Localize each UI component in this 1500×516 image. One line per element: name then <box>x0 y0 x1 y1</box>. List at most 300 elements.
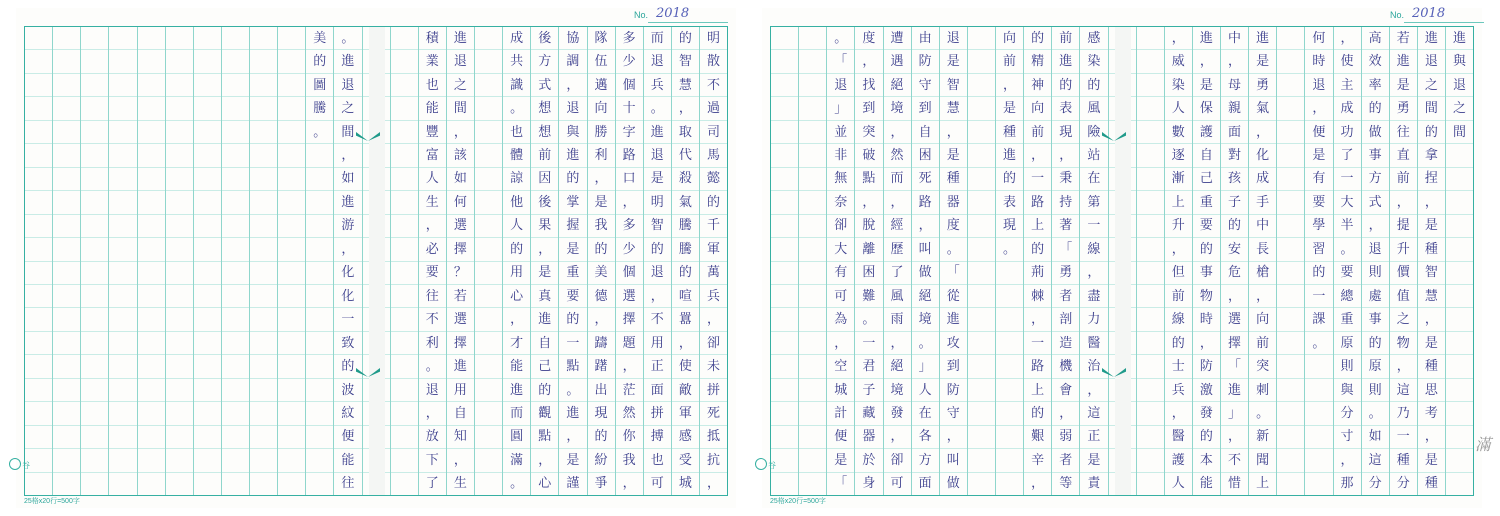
grid-cell <box>109 308 136 331</box>
grid-cell <box>771 355 798 378</box>
grid-cell: 懿 <box>700 168 727 191</box>
grid-cell <box>1137 402 1164 425</box>
publisher-logo-text: 谷 <box>768 461 776 470</box>
grid-cell <box>166 144 193 167</box>
grid-cell: ， <box>1193 50 1220 73</box>
grid-cell <box>81 191 108 214</box>
grid-cell: 多 <box>616 27 643 50</box>
grid-cell: 退 <box>559 97 586 120</box>
grid-cell <box>25 238 52 261</box>
grid-cell <box>391 285 418 308</box>
grid-cell <box>81 215 108 238</box>
center-gutter <box>1115 27 1131 495</box>
grid-cell: 往 <box>1390 121 1417 144</box>
grid-cell <box>53 215 80 238</box>
grid-cell: 離 <box>855 238 882 261</box>
grid-cell: 種 <box>1390 449 1417 472</box>
grid-cell: 前 <box>1390 168 1417 191</box>
grid-cell: 進 <box>1446 27 1473 50</box>
grid-cell <box>1137 144 1164 167</box>
grid-cell: 兵 <box>700 285 727 308</box>
grid-cell: 站 <box>1080 144 1107 167</box>
grid-cell: 識 <box>503 74 530 97</box>
grid-column <box>81 27 109 495</box>
grid-cell <box>222 402 249 425</box>
grid-cell: 發 <box>1193 402 1220 425</box>
grid-cell <box>968 262 995 285</box>
grid-cell: ， <box>1362 215 1389 238</box>
grid-cell <box>1305 449 1332 472</box>
grid-cell <box>306 332 333 355</box>
grid-cell: 物 <box>1390 332 1417 355</box>
grid-cell: 受 <box>672 449 699 472</box>
grid-cell: 前 <box>996 50 1023 73</box>
grid-cell: 拼 <box>644 402 671 425</box>
grid-cell <box>771 74 798 97</box>
grid-cell: ， <box>707 476 721 492</box>
grid-cell <box>306 168 333 191</box>
grid-cell <box>1137 27 1164 50</box>
grid-cell: 感 <box>672 426 699 449</box>
grid-cell: ， <box>1165 27 1192 50</box>
grid-cell: ， <box>1024 308 1051 331</box>
grid-cell: 者 <box>1052 449 1079 472</box>
grid-cell <box>166 379 193 402</box>
grid-cell: 防 <box>1193 355 1220 378</box>
grid-column <box>912 27 940 495</box>
grid-cell: 險 <box>1080 121 1107 144</box>
grid-cell: 剖 <box>1052 308 1079 331</box>
grid-cell <box>278 308 305 331</box>
grid-cell <box>1137 332 1164 355</box>
grid-cell <box>250 473 277 495</box>
grid-cell: 前 <box>1165 285 1192 308</box>
grid-cell <box>799 215 826 238</box>
grid-cell: 你 <box>616 426 643 449</box>
grid-spec-footer: 25格x20行=500字 <box>770 498 826 505</box>
grid-cell <box>53 97 80 120</box>
grid-cell <box>81 262 108 285</box>
grid-cell: 人 <box>1171 476 1185 492</box>
grid-cell <box>475 308 502 331</box>
grid-cell <box>53 238 80 261</box>
grid-cell <box>250 332 277 355</box>
grid-cell <box>306 144 333 167</box>
grid-cell: 原 <box>1362 355 1389 378</box>
grid-cell: 分 <box>1334 402 1361 425</box>
grid-cell: 升 <box>1165 215 1192 238</box>
grid-cell: 則 <box>1362 379 1389 402</box>
grid-cell <box>771 238 798 261</box>
grid-column <box>884 27 912 495</box>
grid-cell: 茫 <box>616 379 643 402</box>
grid-cell: ， <box>622 476 636 492</box>
grid-cell: 。 <box>1249 402 1276 425</box>
grid-cell: 觀 <box>531 402 558 425</box>
grid-cell <box>968 355 995 378</box>
grid-cell: 的 <box>1052 74 1079 97</box>
grid-cell <box>222 285 249 308</box>
grid-cell: 是 <box>559 449 586 472</box>
grid-cell <box>194 50 221 73</box>
grid-cell <box>194 238 221 261</box>
grid-cell <box>278 379 305 402</box>
grid-cell <box>1277 97 1304 120</box>
grid-cell <box>109 449 136 472</box>
grid-cell: 若 <box>447 285 474 308</box>
grid-cell: 利 <box>419 332 446 355</box>
grid-cell: 少 <box>616 50 643 73</box>
grid-cell <box>1137 449 1164 472</box>
grid-cell <box>81 473 108 495</box>
grid-cell: ， <box>531 238 558 261</box>
grid-cell: ， <box>644 285 671 308</box>
grid-cell <box>475 97 502 120</box>
grid-cell <box>25 426 52 449</box>
grid-cell: 治 <box>1080 355 1107 378</box>
grid-cell: 親 <box>1221 97 1248 120</box>
grid-cell <box>391 121 418 144</box>
grid-cell: 一 <box>559 332 586 355</box>
grid-cell: 了 <box>884 262 911 285</box>
grid-cell: ， <box>884 191 911 214</box>
grid-cell <box>1137 50 1164 73</box>
grid-cell: 學 <box>1305 215 1332 238</box>
grid-cell: 是 <box>531 262 558 285</box>
grid-cell: 退 <box>644 262 671 285</box>
grid-cell: ， <box>588 308 615 331</box>
grid-cell <box>391 191 418 214</box>
grid-cell: ， <box>447 121 474 144</box>
grid-cell: 種 <box>1418 355 1445 378</box>
grid-column <box>1080 27 1108 495</box>
grid-cell <box>250 285 277 308</box>
grid-cell: 責 <box>1087 476 1101 492</box>
grid-cell <box>222 355 249 378</box>
grid-cell: 半 <box>1334 215 1361 238</box>
grid-cell: ， <box>334 144 361 167</box>
grid-cell: ， <box>1249 285 1276 308</box>
grid-cell: 。 <box>940 238 967 261</box>
grid-cell: 高 <box>1362 27 1389 50</box>
grid-cell <box>1446 473 1473 495</box>
grid-cell <box>81 379 108 402</box>
grid-cell: 無 <box>827 168 854 191</box>
grid-cell: 進 <box>644 121 671 144</box>
grid-cell <box>166 27 193 50</box>
grid-cell <box>475 191 502 214</box>
grid-cell <box>475 168 502 191</box>
grid-cell: 間 <box>1418 97 1445 120</box>
grid-cell: 化 <box>334 285 361 308</box>
grid-cell: 間 <box>1446 121 1473 144</box>
grid-cell <box>250 121 277 144</box>
grid-cell <box>996 308 1023 331</box>
grid-cell: 卻 <box>827 215 854 238</box>
grid-cell <box>771 332 798 355</box>
grid-cell: ， <box>1080 379 1107 402</box>
grid-cell: 進 <box>996 144 1023 167</box>
grid-cell: 與 <box>1334 379 1361 402</box>
grid-cell: 用 <box>447 379 474 402</box>
grid-cell: 神 <box>1024 74 1051 97</box>
grid-cell: 有 <box>827 262 854 285</box>
grid-cell <box>222 215 249 238</box>
grid-cell: 如 <box>447 168 474 191</box>
grid-cell <box>799 332 826 355</box>
grid-cell: 突 <box>1249 355 1276 378</box>
grid-cell <box>1305 355 1332 378</box>
grid-cell: ， <box>1418 191 1445 214</box>
page-number-value: 2018 <box>656 6 690 21</box>
grid-cell <box>968 379 995 402</box>
grid-cell: 著 <box>1052 215 1079 238</box>
manuscript-grid <box>24 26 728 496</box>
grid-cell <box>1277 74 1304 97</box>
grid-cell <box>1305 379 1332 402</box>
grid-cell <box>222 473 249 495</box>
grid-cell <box>799 473 826 495</box>
grid-column <box>334 27 362 495</box>
grid-cell: 一 <box>1305 285 1332 308</box>
grid-cell <box>1277 355 1304 378</box>
grid-cell <box>166 215 193 238</box>
grid-cell: 退 <box>447 50 474 73</box>
grid-cell <box>81 168 108 191</box>
grid-cell <box>771 262 798 285</box>
grid-cell <box>968 308 995 331</box>
grid-cell: 一 <box>1334 168 1361 191</box>
grid-cell <box>968 426 995 449</box>
grid-cell <box>475 402 502 425</box>
grid-cell: 退 <box>827 74 854 97</box>
grid-column <box>475 27 503 495</box>
grid-cell: 。 <box>510 476 524 492</box>
grid-cell <box>391 308 418 331</box>
grid-cell <box>81 332 108 355</box>
grid-cell: 諒 <box>503 168 530 191</box>
grid-cell <box>1446 238 1473 261</box>
grid-cell: 叫 <box>912 238 939 261</box>
grid-cell: 線 <box>1165 308 1192 331</box>
grid-cell: 進 <box>1052 50 1079 73</box>
grid-cell: 上 <box>1024 215 1051 238</box>
grid-cell: 後 <box>531 27 558 50</box>
grid-cell: 個 <box>616 262 643 285</box>
grid-cell: 向 <box>1249 308 1276 331</box>
grid-cell: ， <box>940 426 967 449</box>
grid-cell: 這 <box>1080 402 1107 425</box>
grid-cell <box>771 50 798 73</box>
grid-cell: 我 <box>588 215 615 238</box>
grid-cell: 才 <box>503 332 530 355</box>
grid-cell: 喧 <box>672 285 699 308</box>
grid-cell <box>799 50 826 73</box>
grid-cell <box>1446 308 1473 331</box>
grid-cell: 擇 <box>616 308 643 331</box>
grid-cell: 時 <box>1305 50 1332 73</box>
grid-column <box>306 27 334 495</box>
grid-cell: ， <box>884 426 911 449</box>
grid-cell <box>222 332 249 355</box>
grid-cell: ， <box>1418 308 1445 331</box>
grid-cell: 上 <box>1024 379 1051 402</box>
grid-cell <box>278 402 305 425</box>
grid-cell: ， <box>996 74 1023 97</box>
grid-cell <box>799 27 826 50</box>
essay-page-left <box>16 8 736 508</box>
grid-cell: 刺 <box>1249 379 1276 402</box>
page-number-value: 2018 <box>1412 6 1446 21</box>
grid-cell <box>194 97 221 120</box>
grid-cell: 己 <box>1193 168 1220 191</box>
grid-cell: 境 <box>884 97 911 120</box>
grid-cell: 荊 <box>1024 262 1051 285</box>
grid-cell <box>1277 238 1304 261</box>
grid-cell: 是 <box>1193 74 1220 97</box>
grid-cell <box>391 215 418 238</box>
grid-cell: 掌 <box>559 191 586 214</box>
grid-cell <box>109 379 136 402</box>
grid-cell: 。 <box>1305 332 1332 355</box>
grid-column <box>447 27 475 495</box>
grid-cell <box>194 215 221 238</box>
grid-cell: 協 <box>559 27 586 50</box>
grid-cell <box>81 355 108 378</box>
margin-handwriting-note: 滿 <box>1475 435 1492 454</box>
grid-cell <box>81 27 108 50</box>
grid-cell: 手 <box>1249 191 1276 214</box>
grid-cell <box>166 332 193 355</box>
grid-cell: 邁 <box>588 74 615 97</box>
grid-cell: 騰 <box>672 238 699 261</box>
grid-cell: 多 <box>616 215 643 238</box>
grid-column <box>138 27 166 495</box>
grid-cell <box>799 121 826 144</box>
grid-cell: 一 <box>334 308 361 331</box>
grid-cell: 富 <box>419 144 446 167</box>
grid-cell: 往 <box>341 476 355 492</box>
grid-cell: 軍 <box>700 238 727 261</box>
grid-cell <box>996 426 1023 449</box>
grid-cell <box>391 379 418 402</box>
grid-cell <box>166 308 193 331</box>
grid-cell: 前 <box>1024 121 1051 144</box>
grid-cell: 過 <box>700 97 727 120</box>
grid-cell: 效 <box>1362 50 1389 73</box>
grid-cell: 進 <box>559 144 586 167</box>
grid-cell: 是 <box>940 50 967 73</box>
grid-cell: 孩 <box>1221 168 1248 191</box>
grid-cell: 心 <box>538 476 552 492</box>
grid-cell: 但 <box>1165 262 1192 285</box>
grid-cell <box>306 449 333 472</box>
grid-cell <box>250 191 277 214</box>
grid-cell: 退 <box>334 74 361 97</box>
grid-column <box>109 27 137 495</box>
grid-cell: 做 <box>912 262 939 285</box>
grid-cell <box>799 449 826 472</box>
grid-cell: 勇 <box>1390 97 1417 120</box>
grid-cell: ， <box>1221 285 1248 308</box>
grid-cell: 身 <box>862 476 876 492</box>
grid-cell <box>799 285 826 308</box>
grid-column <box>250 27 278 495</box>
grid-cell: 。 <box>419 355 446 378</box>
grid-cell: 不 <box>1221 449 1248 472</box>
grid-cell <box>138 379 165 402</box>
grid-cell: 本 <box>1193 449 1220 472</box>
grid-cell: 事 <box>1193 262 1220 285</box>
grid-cell: 到 <box>912 97 939 120</box>
grid-cell <box>1446 215 1473 238</box>
grid-cell <box>278 238 305 261</box>
grid-cell <box>194 27 221 50</box>
grid-cell: 式 <box>1362 191 1389 214</box>
grid-cell: 表 <box>996 191 1023 214</box>
grid-cell: 則 <box>1362 262 1389 285</box>
grid-cell: 若 <box>1390 27 1417 50</box>
grid-cell: 騰 <box>672 215 699 238</box>
grid-column <box>222 27 250 495</box>
grid-cell <box>1277 379 1304 402</box>
grid-cell <box>81 449 108 472</box>
grid-cell: ， <box>588 168 615 191</box>
grid-cell: 的 <box>1165 332 1192 355</box>
grid-cell <box>250 215 277 238</box>
grid-cell <box>1137 238 1164 261</box>
grid-cell <box>475 27 502 50</box>
grid-cell: 氣 <box>1249 97 1276 120</box>
grid-cell <box>250 238 277 261</box>
grid-cell: 機 <box>1052 355 1079 378</box>
grid-cell <box>222 308 249 331</box>
grid-cell: 成 <box>1249 168 1276 191</box>
grid-cell: 並 <box>827 121 854 144</box>
grid-cell: 是 <box>996 97 1023 120</box>
grid-cell: 數 <box>1165 121 1192 144</box>
grid-column <box>419 27 447 495</box>
grid-cell <box>1137 262 1164 285</box>
grid-cell: 各 <box>912 426 939 449</box>
grid-cell <box>391 238 418 261</box>
grid-cell: 能 <box>334 449 361 472</box>
grid-cell <box>138 402 165 425</box>
grid-cell <box>250 97 277 120</box>
grid-cell <box>53 332 80 355</box>
grid-cell: 雨 <box>884 308 911 331</box>
grid-cell: 真 <box>531 285 558 308</box>
grid-cell <box>391 332 418 355</box>
grid-column <box>1165 27 1193 495</box>
grid-cell: 路 <box>1024 191 1051 214</box>
grid-cell: 的 <box>559 308 586 331</box>
grid-cell <box>25 308 52 331</box>
grid-cell <box>1137 285 1164 308</box>
grid-cell <box>81 50 108 73</box>
grid-cell <box>306 308 333 331</box>
grid-cell: 逐 <box>1165 144 1192 167</box>
grid-cell <box>25 473 52 495</box>
grid-cell: 物 <box>1193 285 1220 308</box>
grid-cell <box>109 426 136 449</box>
grid-cell: 進 <box>940 308 967 331</box>
grid-cell: 大 <box>827 238 854 261</box>
grid-column <box>1193 27 1221 495</box>
grid-cell: 持 <box>1052 191 1079 214</box>
grid-cell: 為 <box>827 308 854 331</box>
grid-cell: 的 <box>1221 215 1248 238</box>
